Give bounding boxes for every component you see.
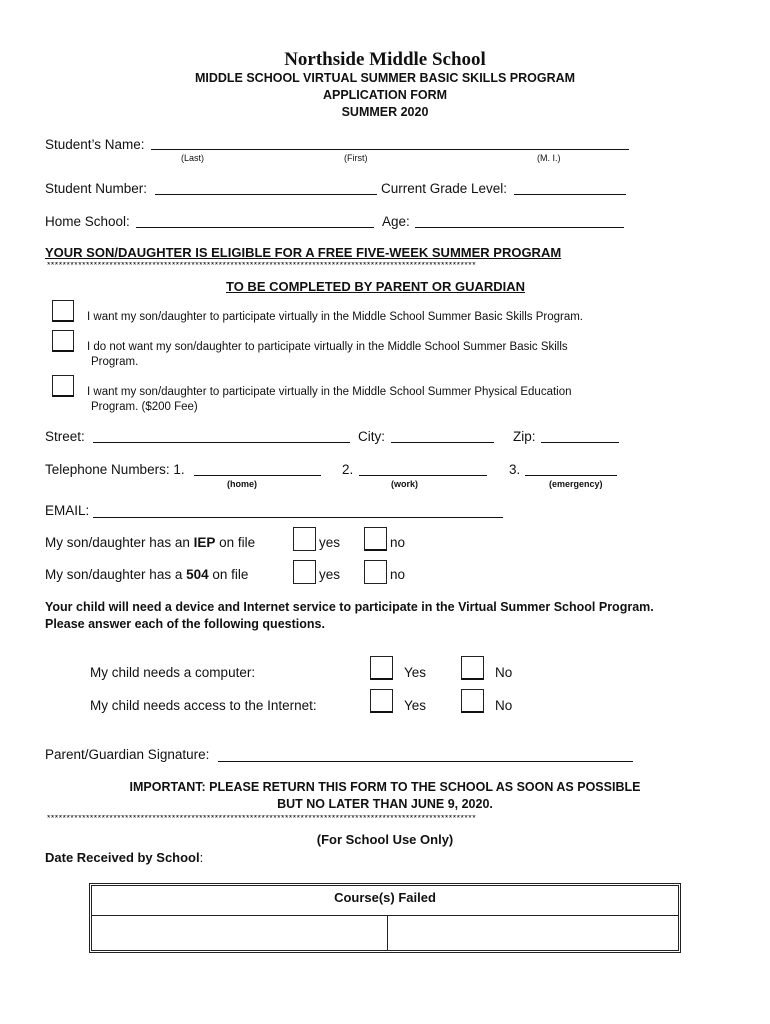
program-title: MIDDLE SCHOOL VIRTUAL SUMMER BASIC SKILLS PROGRAM	[194, 71, 576, 85]
street-label: Street:	[45, 429, 85, 444]
student-name-field[interactable]	[151, 149, 629, 150]
city-field[interactable]	[391, 442, 494, 443]
eligibility-heading: YOUR SON/DAUGHTER IS ELIGIBLE FOR A FREE FIVE-WEEK SUMMER PROGRAM	[45, 245, 562, 260]
plan504-yes-checkbox[interactable]	[293, 560, 316, 584]
iep-label: My son/daughter has an IEP on file	[45, 535, 256, 550]
computer-question-label: My child needs a computer:	[90, 665, 256, 680]
internet-yes-label: Yes	[404, 698, 427, 713]
last-name-caption: (Last)	[181, 153, 205, 163]
student-number-label: Student Number:	[45, 181, 148, 196]
phone-3-label: 3.	[509, 462, 521, 477]
iep-no-label: no	[390, 535, 406, 550]
home-caption: (home)	[227, 479, 257, 489]
email-label: EMAIL:	[45, 503, 90, 518]
important-line1: IMPORTANT: PLEASE RETURN THIS FORM TO THE SCHOOL AS SOON AS POSSIBLE	[129, 780, 641, 794]
grade-level-label: Current Grade Level:	[381, 181, 508, 196]
first-name-caption: (First)	[344, 153, 368, 163]
internet-question-label: My child needs access to the Internet:	[90, 698, 317, 713]
separator-stars: **************************************************************************************************************	[46, 262, 476, 271]
plan504-no-label: no	[390, 567, 406, 582]
email-field[interactable]	[93, 517, 503, 518]
table-divider	[387, 915, 388, 950]
option-pe-text: I want my son/daughter to participate virtually in the Middle School Summer Physical Education Program. ($200 Fee)	[87, 386, 572, 413]
middle-initial-caption: (M. I.)	[537, 153, 561, 163]
plan504-no-checkbox[interactable]	[364, 560, 387, 584]
phone-emergency-field[interactable]	[525, 475, 617, 476]
zip-field[interactable]	[541, 442, 619, 443]
school-name: Northside Middle School	[284, 49, 486, 70]
age-field[interactable]	[415, 227, 624, 228]
computer-no-label: No	[495, 665, 513, 680]
phone-work-field[interactable]	[359, 475, 487, 476]
term-title: SUMMER 2020	[341, 105, 429, 119]
phone-2-label: 2.	[342, 462, 354, 477]
computer-yes-checkbox[interactable]	[370, 656, 393, 680]
age-label: Age:	[382, 214, 410, 229]
device-note-line1: Your child will need a device and Internet service to participate in the Virtual Summer School Program.	[45, 600, 654, 614]
courses-failed-header: Course(s) Failed	[92, 886, 678, 916]
parent-heading: TO BE COMPLETED BY PARENT OR GUARDIAN	[226, 279, 526, 294]
date-received-label: Date Received by School:	[45, 850, 204, 865]
option-decline-text: I do not want my son/daughter to participate virtually in the Middle School Summer Basic Skills Program.	[87, 341, 568, 368]
computer-yes-label: Yes	[404, 665, 427, 680]
computer-no-checkbox[interactable]	[461, 656, 484, 680]
signature-label: Parent/Guardian Signature:	[45, 747, 210, 762]
emergency-caption: (emergency)	[549, 479, 603, 489]
device-note-line2: Please answer each of the following questions.	[45, 617, 325, 631]
student-number-field[interactable]	[155, 194, 377, 195]
school-use-label: (For School Use Only)	[316, 832, 454, 847]
signature-field[interactable]	[218, 761, 633, 762]
city-label: City:	[358, 429, 385, 444]
internet-yes-checkbox[interactable]	[370, 689, 393, 713]
telephone-label: Telephone Numbers: 1.	[45, 462, 185, 477]
work-caption: (work)	[391, 479, 418, 489]
student-name-label: Student’s Name:	[45, 137, 145, 152]
home-school-label: Home School:	[45, 214, 130, 229]
option-participate-text: I want my son/daughter to participate virtually in the Middle School Summer Basic Skills Program.	[87, 311, 583, 323]
home-school-field[interactable]	[136, 227, 374, 228]
internet-no-checkbox[interactable]	[461, 689, 484, 713]
zip-label: Zip:	[513, 429, 536, 444]
plan504-label: My son/daughter has a 504 on file	[45, 567, 249, 582]
iep-no-checkbox[interactable]	[364, 527, 387, 551]
plan504-yes-label: yes	[319, 567, 341, 582]
courses-failed-table	[89, 883, 681, 953]
option-participate-checkbox[interactable]	[52, 300, 74, 322]
form-title: APPLICATION FORM	[322, 88, 448, 102]
iep-yes-label: yes	[319, 535, 341, 550]
important-line2: BUT NO LATER THAN JUNE 9, 2020.	[277, 797, 493, 811]
phone-home-field[interactable]	[194, 475, 321, 476]
grade-level-field[interactable]	[514, 194, 626, 195]
option-decline-checkbox[interactable]	[52, 330, 74, 352]
street-field[interactable]	[93, 442, 350, 443]
option-pe-checkbox[interactable]	[52, 375, 74, 397]
separator-stars-bottom: **************************************************************************************************************	[46, 815, 476, 824]
iep-yes-checkbox[interactable]	[293, 527, 316, 551]
internet-no-label: No	[495, 698, 513, 713]
